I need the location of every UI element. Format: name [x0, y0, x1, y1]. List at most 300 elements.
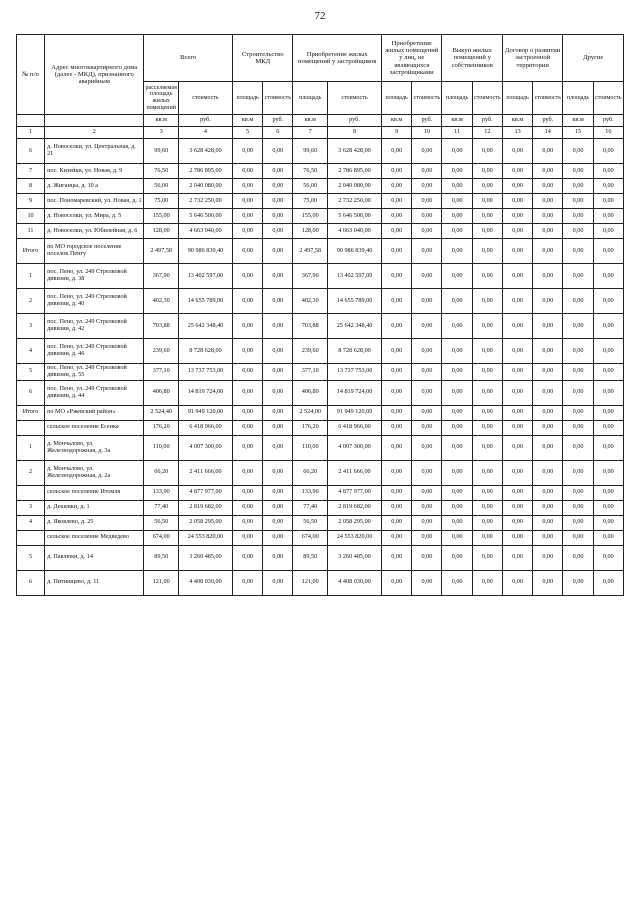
header-buy-developer: Приобретение жилых помещений у застройщиков [293, 35, 382, 82]
value-cell: 0,00 [263, 570, 293, 595]
value-cell: 0,00 [563, 194, 593, 209]
value-cell: 0,00 [442, 239, 472, 264]
value-cell: 0,00 [502, 405, 532, 420]
subheader-resettle-area: расселяемая площадь жилых помещений [144, 82, 179, 115]
subheader-cost: стоимость [412, 82, 442, 115]
value-cell: 0,00 [442, 380, 472, 405]
value-cell: 0,00 [502, 500, 532, 515]
row-number: 10 [17, 209, 45, 224]
column-number: 4 [178, 127, 232, 139]
row-number: 4 [17, 515, 45, 530]
value-cell: 406,80 [144, 380, 179, 405]
value-cell: 99,60 [144, 139, 179, 164]
column-number-row [17, 127, 624, 139]
unit-rub: руб. [593, 115, 623, 127]
value-cell: 13 402 597,00 [178, 264, 232, 289]
value-cell: 24 553 820,00 [328, 530, 382, 545]
subheader-cost: стоимость [593, 82, 623, 115]
table-row [17, 139, 624, 164]
subheader-cost: стоимость [533, 82, 563, 115]
value-cell: 703,88 [293, 314, 328, 339]
value-cell: 0,00 [412, 164, 442, 179]
value-cell: 77,40 [144, 500, 179, 515]
value-cell: 0,00 [533, 224, 563, 239]
value-cell: 0,00 [382, 380, 412, 405]
value-cell: 0,00 [412, 485, 442, 500]
unit-sqm: кв.м [382, 115, 412, 127]
value-cell: 66,20 [293, 460, 328, 485]
value-cell: 0,00 [593, 179, 623, 194]
value-cell: 0,00 [472, 380, 502, 405]
value-cell: 0,00 [232, 239, 262, 264]
value-cell: 0,00 [533, 314, 563, 339]
header-buy-nondeveloper: Приобретение жилых помещений у лиц, не являющихся застройщиками [382, 35, 442, 82]
value-cell: 0,00 [502, 530, 532, 545]
column-number: 14 [533, 127, 563, 139]
value-cell: 0,00 [442, 570, 472, 595]
value-cell: 239,60 [293, 339, 328, 364]
value-cell: 0,00 [502, 485, 532, 500]
value-cell: 0,00 [502, 545, 532, 570]
address-cell: пос. Пено, ул. 249 Стрелковой дивизии, д. 55 [45, 364, 144, 381]
value-cell: 0,00 [593, 545, 623, 570]
table-row [17, 289, 624, 314]
value-cell: 0,00 [563, 570, 593, 595]
value-cell: 0,00 [412, 314, 442, 339]
value-cell: 0,00 [382, 209, 412, 224]
value-cell: 0,00 [472, 239, 502, 264]
value-cell: 0,00 [442, 179, 472, 194]
value-cell: 0,00 [382, 264, 412, 289]
table-row [17, 380, 624, 405]
value-cell: 155,00 [293, 209, 328, 224]
address-cell: сельское поселение Медведево [45, 530, 144, 545]
value-cell: 367,90 [293, 264, 328, 289]
value-cell: 0,00 [442, 209, 472, 224]
table-row [17, 164, 624, 179]
subheader-area: площадь [293, 82, 328, 115]
value-cell: 2 040 080,00 [328, 179, 382, 194]
value-cell: 0,00 [593, 314, 623, 339]
value-cell: 0,00 [382, 339, 412, 364]
address-cell: сельское поселение Итомля [45, 485, 144, 500]
unit-sqm: кв.м [232, 115, 262, 127]
value-cell: 0,00 [382, 530, 412, 545]
value-cell: 0,00 [502, 380, 532, 405]
value-cell: 0,00 [442, 405, 472, 420]
value-cell: 90 986 839,40 [178, 239, 232, 264]
value-cell: 0,00 [533, 209, 563, 224]
value-cell: 0,00 [563, 364, 593, 381]
address-cell: пос. Пено, ул. 249 Стрелковой дивизии, д. 46 [45, 339, 144, 364]
value-cell: 0,00 [533, 264, 563, 289]
value-cell: 0,00 [382, 405, 412, 420]
value-cell: 6 418 966,00 [178, 420, 232, 435]
value-cell: 0,00 [263, 264, 293, 289]
value-cell: 0,00 [382, 314, 412, 339]
value-cell: 4 408 030,00 [328, 570, 382, 595]
value-cell: 121,00 [144, 570, 179, 595]
value-cell: 0,00 [593, 194, 623, 209]
value-cell: 2 786 895,00 [178, 164, 232, 179]
value-cell: 0,00 [442, 435, 472, 460]
address-cell: д. Жиганцы, д. 10 а [45, 179, 144, 194]
value-cell: 2 411 666,00 [328, 460, 382, 485]
value-cell: 0,00 [442, 515, 472, 530]
subheader-area: площадь [232, 82, 262, 115]
value-cell: 76,50 [144, 164, 179, 179]
value-cell: 0,00 [533, 339, 563, 364]
table-row [17, 500, 624, 515]
value-cell: 0,00 [232, 264, 262, 289]
value-cell: 0,00 [563, 515, 593, 530]
row-number: 3 [17, 314, 45, 339]
value-cell: 0,00 [533, 515, 563, 530]
value-cell: 0,00 [382, 435, 412, 460]
subheader-cost: стоимость [472, 82, 502, 115]
value-cell: 0,00 [593, 209, 623, 224]
value-cell: 0,00 [533, 380, 563, 405]
subheader-cost: стоимость [263, 82, 293, 115]
value-cell: 0,00 [593, 515, 623, 530]
row-number: Итого [17, 239, 45, 264]
value-cell: 0,00 [472, 364, 502, 381]
value-cell: 0,00 [232, 485, 262, 500]
row-number: 4 [17, 339, 45, 364]
value-cell: 0,00 [472, 264, 502, 289]
value-cell: 0,00 [533, 485, 563, 500]
value-cell: 0,00 [533, 460, 563, 485]
column-number: 5 [232, 127, 262, 139]
value-cell: 2 786 895,00 [328, 164, 382, 179]
subheader-cost: стоимость [178, 82, 232, 115]
table-row [17, 364, 624, 381]
value-cell: 0,00 [412, 380, 442, 405]
value-cell: 0,00 [502, 570, 532, 595]
value-cell: 0,00 [593, 224, 623, 239]
header-other: Другие [563, 35, 624, 82]
value-cell: 0,00 [412, 289, 442, 314]
value-cell: 89,50 [144, 545, 179, 570]
value-cell: 0,00 [232, 570, 262, 595]
value-cell: 2 040 080,00 [178, 179, 232, 194]
value-cell: 110,00 [293, 435, 328, 460]
address-cell: д. Новоселки, ул. Центральная, д. 21 [45, 139, 144, 164]
row-number: 1 [17, 435, 45, 460]
value-cell: 0,00 [563, 239, 593, 264]
value-cell: 0,00 [232, 420, 262, 435]
value-cell: 0,00 [563, 179, 593, 194]
value-cell: 8 728 628,00 [178, 339, 232, 364]
table-row [17, 314, 624, 339]
value-cell: 0,00 [232, 460, 262, 485]
value-cell: 0,00 [382, 139, 412, 164]
row-number: 9 [17, 194, 45, 209]
value-cell: 402,30 [144, 289, 179, 314]
value-cell: 0,00 [232, 500, 262, 515]
header-num: № п/п [17, 35, 45, 115]
table-row [17, 570, 624, 595]
value-cell: 0,00 [442, 194, 472, 209]
value-cell: 176,20 [293, 420, 328, 435]
value-cell: 56,00 [293, 179, 328, 194]
header-contract: Договор о развитии застроенной территории [502, 35, 562, 82]
value-cell: 4 663 040,00 [328, 224, 382, 239]
value-cell: 0,00 [563, 405, 593, 420]
value-cell: 0,00 [442, 545, 472, 570]
value-cell: 0,00 [263, 179, 293, 194]
value-cell: 14 655 789,00 [328, 289, 382, 314]
value-cell: 0,00 [263, 435, 293, 460]
table-row [17, 460, 624, 485]
value-cell: 0,00 [263, 420, 293, 435]
value-cell: 0,00 [533, 289, 563, 314]
value-cell: 0,00 [412, 264, 442, 289]
value-cell: 0,00 [232, 289, 262, 314]
column-number: 10 [412, 127, 442, 139]
value-cell: 367,90 [144, 264, 179, 289]
value-cell: 0,00 [263, 530, 293, 545]
value-cell: 2 497,58 [144, 239, 179, 264]
unit-sqm: кв.м [502, 115, 532, 127]
value-cell: 0,00 [232, 339, 262, 364]
value-cell: 0,00 [502, 364, 532, 381]
row-number: 2 [17, 289, 45, 314]
value-cell: 0,00 [263, 164, 293, 179]
value-cell: 0,00 [442, 264, 472, 289]
row-number: 1 [17, 264, 45, 289]
unit-sqm: кв.м [442, 115, 472, 127]
value-cell: 75,00 [293, 194, 328, 209]
value-cell: 0,00 [263, 289, 293, 314]
value-cell: 0,00 [232, 515, 262, 530]
unit-rub: руб. [263, 115, 293, 127]
value-cell: 56,50 [293, 515, 328, 530]
address-cell: сельское поселение Есенка [45, 420, 144, 435]
value-cell: 14 655 789,00 [178, 289, 232, 314]
value-cell: 2 497,58 [293, 239, 328, 264]
value-cell: 0,00 [232, 530, 262, 545]
value-cell: 0,00 [593, 339, 623, 364]
value-cell: 0,00 [502, 420, 532, 435]
value-cell: 406,80 [293, 380, 328, 405]
value-cell: 0,00 [263, 364, 293, 381]
value-cell: 0,00 [593, 570, 623, 595]
unit-rub: руб. [412, 115, 442, 127]
value-cell: 0,00 [563, 380, 593, 405]
table-row [17, 209, 624, 224]
value-cell: 0,00 [263, 194, 293, 209]
column-number: 2 [45, 127, 144, 139]
value-cell: 13 402 597,00 [328, 264, 382, 289]
value-cell: 703,88 [144, 314, 179, 339]
value-cell: 674,00 [293, 530, 328, 545]
value-cell: 0,00 [472, 530, 502, 545]
address-cell: д. Питинщево, д. 11 [45, 570, 144, 595]
table-row [17, 420, 624, 435]
value-cell: 91 949 120,00 [178, 405, 232, 420]
value-cell: 2 411 666,00 [178, 460, 232, 485]
column-number: 6 [263, 127, 293, 139]
value-cell: 0,00 [563, 224, 593, 239]
value-cell: 0,00 [563, 264, 593, 289]
value-cell: 0,00 [442, 164, 472, 179]
value-cell: 0,00 [593, 139, 623, 164]
address-cell: д. Яковлево, д. 25 [45, 515, 144, 530]
subheader-area: площадь [442, 82, 472, 115]
value-cell: 377,10 [293, 364, 328, 381]
value-cell: 128,00 [293, 224, 328, 239]
value-cell: 0,00 [502, 435, 532, 460]
value-cell: 2 819 682,00 [328, 500, 382, 515]
value-cell: 0,00 [412, 224, 442, 239]
address-cell: д. Новоселки, ул. Юбилейная, д. 6 [45, 224, 144, 239]
value-cell: 0,00 [382, 164, 412, 179]
value-cell: 3 628 428,00 [178, 139, 232, 164]
value-cell: 0,00 [263, 500, 293, 515]
address-cell: пос. Пономаревский, ул. Новая, д. 1 [45, 194, 144, 209]
value-cell: 121,00 [293, 570, 328, 595]
row-number: 5 [17, 545, 45, 570]
value-cell: 0,00 [533, 530, 563, 545]
value-cell: 4 877 977,00 [178, 485, 232, 500]
table-row [17, 515, 624, 530]
column-number: 3 [144, 127, 179, 139]
row-number: Итого [17, 405, 45, 420]
value-cell: 0,00 [263, 405, 293, 420]
value-cell: 0,00 [502, 314, 532, 339]
value-cell: 0,00 [563, 164, 593, 179]
table-row [17, 435, 624, 460]
value-cell: 0,00 [472, 289, 502, 314]
value-cell: 0,00 [442, 420, 472, 435]
value-cell: 0,00 [382, 460, 412, 485]
value-cell: 5 646 500,00 [328, 209, 382, 224]
value-cell: 0,00 [232, 380, 262, 405]
value-cell: 0,00 [563, 289, 593, 314]
value-cell: 0,00 [442, 364, 472, 381]
address-cell: пос. Пено, ул. 249 Стрелковой дивизии, д. 42 [45, 314, 144, 339]
value-cell: 0,00 [593, 239, 623, 264]
column-number: 7 [293, 127, 328, 139]
row-number [17, 530, 45, 545]
value-cell: 0,00 [593, 380, 623, 405]
table-row [17, 179, 624, 194]
table-body [17, 139, 624, 596]
value-cell: 0,00 [412, 500, 442, 515]
value-cell: 76,50 [293, 164, 328, 179]
value-cell: 0,00 [263, 209, 293, 224]
column-number: 16 [593, 127, 623, 139]
value-cell: 0,00 [502, 179, 532, 194]
page-number: 72 [314, 10, 326, 22]
value-cell: 75,00 [144, 194, 179, 209]
value-cell: 0,00 [263, 515, 293, 530]
value-cell: 77,40 [293, 500, 328, 515]
value-cell: 0,00 [472, 460, 502, 485]
value-cell: 377,10 [144, 364, 179, 381]
value-cell: 0,00 [563, 420, 593, 435]
row-number: 5 [17, 364, 45, 381]
value-cell: 0,00 [533, 405, 563, 420]
value-cell: 0,00 [472, 139, 502, 164]
value-cell: 0,00 [412, 239, 442, 264]
value-cell: 2 058 295,00 [178, 515, 232, 530]
value-cell: 402,30 [293, 289, 328, 314]
table-row [17, 339, 624, 364]
value-cell: 0,00 [472, 194, 502, 209]
value-cell: 0,00 [263, 339, 293, 364]
value-cell: 25 642 348,40 [178, 314, 232, 339]
value-cell: 91 949 120,00 [328, 405, 382, 420]
subheader-area: площадь [563, 82, 593, 115]
header-address: Адрес многоквартирного дома (далее - МКД), признанного аварийным [45, 35, 144, 115]
value-cell: 674,00 [144, 530, 179, 545]
value-cell: 0,00 [502, 194, 532, 209]
value-cell: 0,00 [472, 179, 502, 194]
value-cell: 0,00 [232, 194, 262, 209]
column-number: 8 [328, 127, 382, 139]
value-cell: 0,00 [472, 339, 502, 364]
value-cell: 0,00 [472, 314, 502, 339]
value-cell: 8 728 628,00 [328, 339, 382, 364]
value-cell: 0,00 [263, 224, 293, 239]
value-cell: 0,00 [533, 164, 563, 179]
header-total: Всего [144, 35, 233, 82]
value-cell: 2 058 295,00 [328, 515, 382, 530]
row-number: 11 [17, 224, 45, 239]
value-cell: 0,00 [533, 500, 563, 515]
value-cell: 0,00 [263, 314, 293, 339]
value-cell: 0,00 [472, 435, 502, 460]
address-cell: пос. Кизейки, ул. Новая, д. 9 [45, 164, 144, 179]
value-cell: 0,00 [563, 139, 593, 164]
value-cell: 0,00 [382, 545, 412, 570]
unit-sqm: кв.м [293, 115, 328, 127]
table-row [17, 545, 624, 570]
value-cell: 99,60 [293, 139, 328, 164]
value-cell: 6 418 966,00 [328, 420, 382, 435]
row-number: 6 [17, 380, 45, 405]
value-cell: 0,00 [232, 224, 262, 239]
value-cell: 0,00 [263, 239, 293, 264]
value-cell: 13 737 753,00 [178, 364, 232, 381]
value-cell: 0,00 [412, 460, 442, 485]
value-cell: 0,00 [563, 314, 593, 339]
row-number: 3 [17, 500, 45, 515]
value-cell: 14 819 724,00 [178, 380, 232, 405]
row-number [17, 485, 45, 500]
address-cell: д. Мончалово, ул. Железнодорожная, д. 3а [45, 435, 144, 460]
value-cell: 0,00 [472, 570, 502, 595]
value-cell: 0,00 [412, 209, 442, 224]
value-cell: 0,00 [442, 500, 472, 515]
value-cell: 176,20 [144, 420, 179, 435]
column-number: 15 [563, 127, 593, 139]
value-cell: 0,00 [232, 209, 262, 224]
value-cell: 0,00 [472, 209, 502, 224]
value-cell: 0,00 [442, 339, 472, 364]
value-cell: 0,00 [382, 239, 412, 264]
value-cell: 0,00 [412, 364, 442, 381]
value-cell: 0,00 [232, 179, 262, 194]
value-cell: 5 646 500,00 [178, 209, 232, 224]
value-cell: 0,00 [263, 485, 293, 500]
value-cell: 0,00 [442, 530, 472, 545]
value-cell: 155,00 [144, 209, 179, 224]
address-cell: д. Мончалово, ул. Железнодорожная, д. 2а [45, 460, 144, 485]
value-cell: 0,00 [232, 435, 262, 460]
